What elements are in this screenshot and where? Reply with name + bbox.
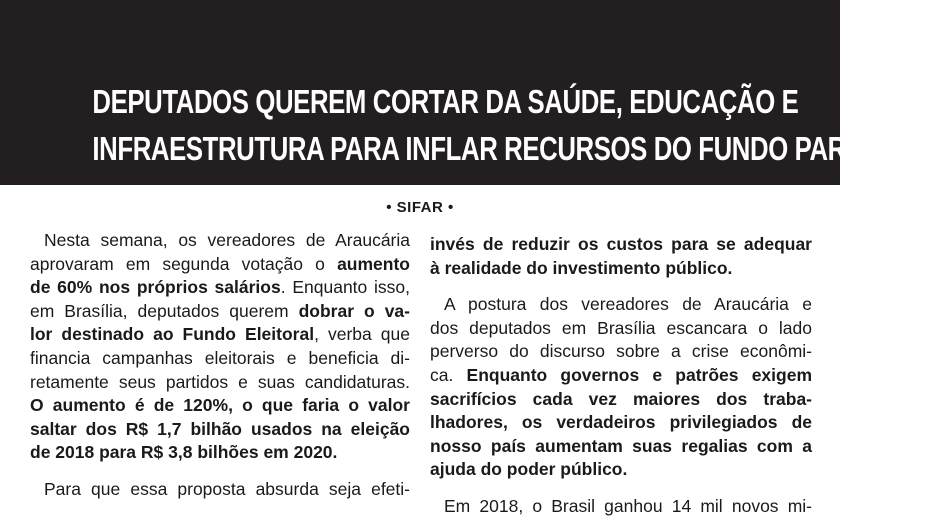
text-line: Nesta semana, os vereadores de Araucária xyxy=(44,230,410,250)
text-line: A postura dos vereadores de Araucária e xyxy=(444,294,812,315)
byline: • SIFAR • xyxy=(386,199,454,216)
article-column-right xyxy=(430,233,812,519)
bold-line: sacrifícios cada vez maiores dos traba- xyxy=(430,388,812,409)
text-line xyxy=(30,253,410,277)
bold-line: de 2018 para R$ 3,8 bilhões em 2020. xyxy=(30,442,338,463)
bold-text: aumento xyxy=(337,253,410,274)
text-run: , verba que xyxy=(314,324,410,345)
bold-text: lor destinado ao Fundo Eleitoral xyxy=(30,324,315,345)
bold-text: de 60% nos próprios salários xyxy=(30,277,281,298)
text-run: ca. xyxy=(430,364,467,385)
bold-line: lhadores, os verdadeiros privilegiados de xyxy=(430,412,812,433)
headline-line-2: INFRAESTRUTURA PARA INFLAR RECURSOS DO FUNDO PARTIDÁRIO xyxy=(92,130,949,167)
bold-line: O aumento é de 120%, o que faria o valor xyxy=(30,395,410,416)
text-line xyxy=(30,323,410,347)
bold-text: Enquanto governos e patrões exigem xyxy=(466,364,813,385)
text-line: retamente seus partidos e suas candidaturas. xyxy=(30,371,410,392)
text-line xyxy=(30,276,410,300)
bold-line: invés de reduzir os custos para se adequar xyxy=(430,234,812,254)
headline-banner xyxy=(0,0,949,185)
bold-text: dobrar o va- xyxy=(298,300,410,321)
text-line: Em 2018, o Brasil ganhou 14 mil novos mi- xyxy=(444,495,812,516)
headline xyxy=(92,78,949,172)
headline-line-1: DEPUTADOS QUEREM CORTAR DA SAÚDE, EDUCAÇÃO E xyxy=(92,83,799,120)
text-line xyxy=(430,364,812,388)
text-run: . Enquanto isso, xyxy=(280,277,411,298)
text-line: dos deputados em Brasília escancara o lado xyxy=(430,317,812,338)
text-run: aprovaram em segunda votação o xyxy=(30,253,338,274)
article-column-left xyxy=(30,229,410,502)
text-line: financia campanhas eleitorais e beneficia di- xyxy=(30,347,410,368)
text-line xyxy=(30,300,410,324)
text-line: perverso do discurso sobre a crise econômi- xyxy=(430,341,812,362)
text-run: em Brasília, deputados querem xyxy=(30,300,299,321)
bold-line: saltar dos R$ 1,7 bilhão usados na eleição xyxy=(30,418,410,439)
text-line: Para que essa proposta absurda seja efeti- xyxy=(44,478,410,499)
bold-line: nosso país aumentam suas regalias com a xyxy=(430,435,812,456)
bold-line: à realidade do investimento público. xyxy=(430,257,733,278)
bold-line: ajuda do poder público. xyxy=(430,459,628,480)
